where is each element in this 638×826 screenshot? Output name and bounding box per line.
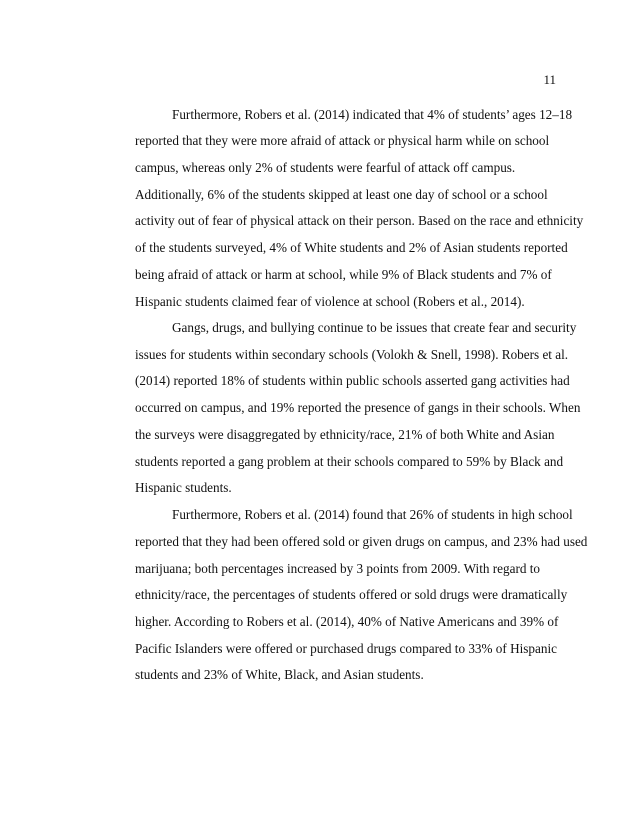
- paragraph-line: Gangs, drugs, and bullying continue to be issues that create fear and security: [172, 320, 577, 335]
- paragraph-line: (2014) reported 18% of students within public schools asserted gang activities had: [135, 373, 570, 388]
- paragraph-line: students and 23% of White, Black, and Asian students.: [135, 667, 424, 682]
- paragraph-line: Hispanic students claimed fear of violence at school (Robers et al., 2014).: [135, 294, 525, 309]
- paragraph-line: reported that they were more afraid of attack or physical harm while on school: [135, 133, 550, 148]
- paragraph-line: Pacific Islanders were offered or purchased drugs compared to 33% of Hispanic: [135, 641, 557, 656]
- paragraph-line: activity out of fear of physical attack on their person. Based on the race and ethnicity: [135, 213, 584, 228]
- paragraph-line: Furthermore, Robers et al. (2014) indicated that 4% of students’ ages 12–18: [172, 107, 573, 122]
- paragraph-line: issues for students within secondary schools (Volokh & Snell, 1998). Robers et al.: [135, 347, 569, 362]
- paragraph-line: of the students surveyed, 4% of White students and 2% of Asian students reported: [135, 240, 568, 255]
- paragraph-line: campus, whereas only 2% of students were fearful of attack off campus.: [135, 160, 516, 175]
- paragraph-line: occurred on campus, and 19% reported the presence of gangs in their schools. When: [135, 400, 581, 415]
- paragraph-line: being afraid of attack or harm at school, while 9% of Black students and 7% of: [135, 267, 552, 282]
- paragraph-line: Additionally, 6% of the students skipped at least one day of school or a school: [135, 187, 548, 202]
- paragraph-line: ethnicity/race, the percentages of students offered or sold drugs were dramatically: [135, 587, 568, 602]
- page-number: 11: [543, 72, 556, 87]
- paragraph-line: marijuana; both percentages increased by 3 points from 2009. With regard to: [135, 561, 540, 576]
- paragraph-line: reported that they had been offered sold or given drugs on campus, and 23% had used: [135, 534, 588, 549]
- paragraph-line: students reported a gang problem at their schools compared to 59% by Black and: [135, 454, 564, 469]
- paragraph-line: Furthermore, Robers et al. (2014) found that 26% of students in high school: [172, 507, 573, 522]
- paragraph-line: higher. According to Robers et al. (2014), 40% of Native Americans and 39% of: [135, 614, 559, 629]
- paragraph-line: the surveys were disaggregated by ethnicity/race, 21% of both White and Asian: [135, 427, 555, 442]
- paragraph-line: Hispanic students.: [135, 480, 232, 495]
